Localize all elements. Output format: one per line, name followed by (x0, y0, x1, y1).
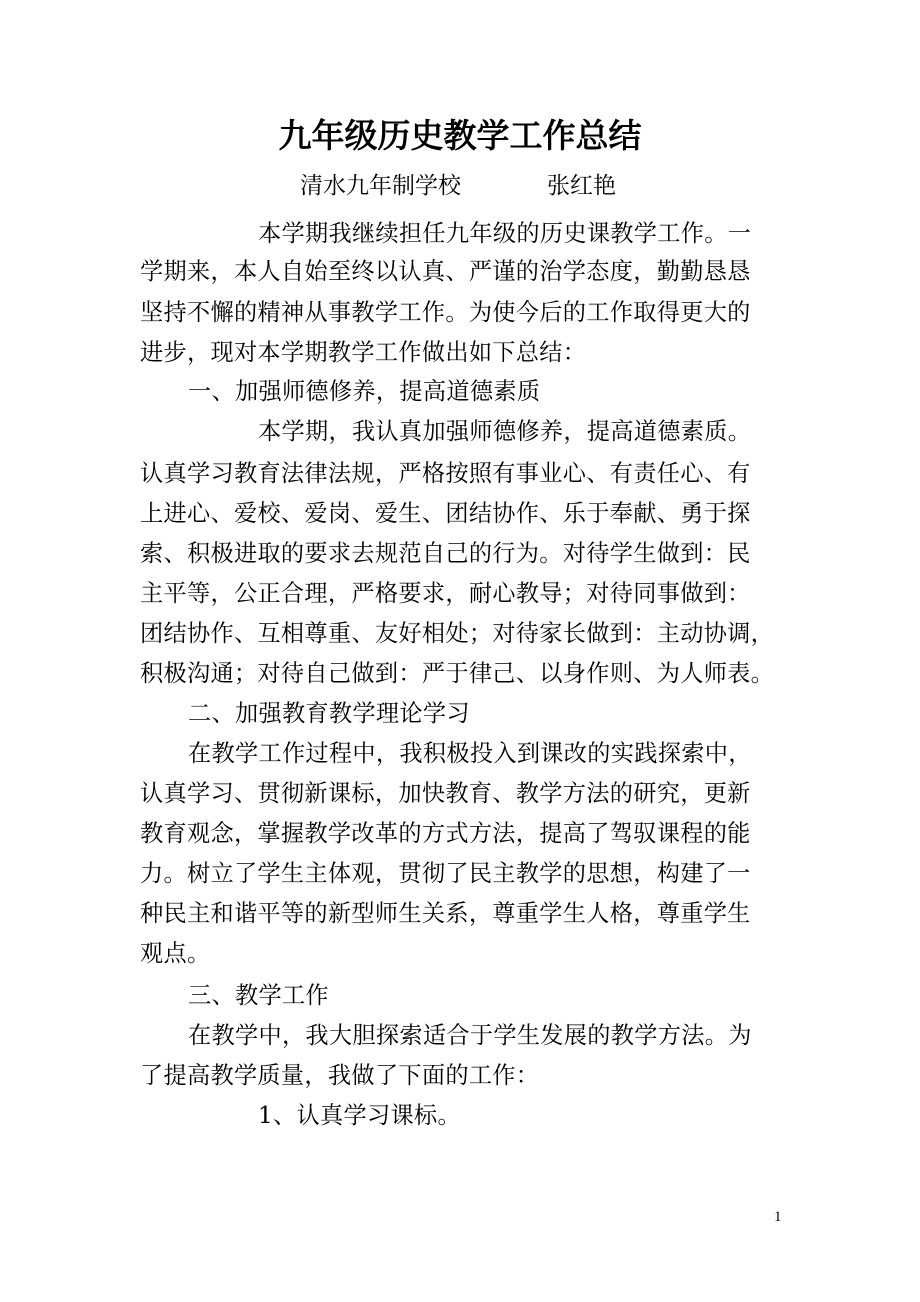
body-line: 了提高教学质量，我做了下面的工作： (140, 1062, 540, 1089)
body-line: 认真学习教育法律法规，严格按照有事业心、有责任心、有 (140, 460, 751, 487)
body-line: 主平等，公正合理，严格要求，耐心教导；对待同事做到： (140, 580, 751, 607)
document-title: 九年级历史教学工作总结 (278, 116, 642, 155)
body-line: 力。树立了学生主体观，贯彻了民主教学的思想，构建了一 (140, 860, 751, 887)
body-line: 种民主和谐平等的新型师生关系，尊重学生人格，尊重学生 (140, 900, 751, 927)
body-line: 本学期，我认真加强师德修养，提高道德素质。 (258, 418, 752, 445)
body-line: 教育观念，掌握教学改革的方式方法，提高了驾驭课程的能 (140, 820, 751, 847)
body-line: 学期来，本人自始至终以认真、严谨的治学态度，勤勤恳恳 (140, 258, 751, 285)
section-heading: 三、教学工作 (188, 982, 329, 1009)
body-line: 认真学习、贯彻新课标，加快教育、教学方法的研究，更新 (140, 780, 751, 807)
body-line: 在教学中，我大胆探索适合于学生发展的教学方法。为 (188, 1022, 752, 1049)
body-line: 进步，现对本学期教学工作做出如下总结： (140, 339, 587, 366)
body-line: 观点。 (140, 940, 211, 967)
page-number: 1 (774, 1209, 782, 1225)
body-line: 索、积极进取的要求去规范自己的行为。对待学生做到：民 (140, 540, 751, 567)
author-name: 张红艳 (547, 173, 616, 199)
body-line: 在教学工作过程中，我积极投入到课改的实践探索中， (188, 740, 752, 767)
section-heading: 一、加强师德修养，提高道德素质 (188, 378, 541, 405)
school-name: 清水九年制学校 (300, 173, 461, 199)
list-item: 1、认真学习课标。 (258, 1102, 461, 1129)
body-line: 上进心、爱校、爱岗、爱生、团结协作、乐于奉献、勇于探 (140, 500, 751, 527)
body-line: 本学期我继续担任九年级的历史课教学工作。一 (258, 220, 752, 247)
body-line: 积极沟通；对待自己做到：严于律己、以身作则、为人师表。 (140, 660, 775, 687)
section-heading: 二、加强教育教学理论学习 (188, 700, 470, 727)
body-line: 坚持不懈的精神从事教学工作。为使今后的工作取得更大的 (140, 299, 751, 326)
byline (0, 168, 920, 204)
body-line: 团结协作、互相尊重、友好相处；对待家长做到：主动协调， (140, 620, 775, 647)
